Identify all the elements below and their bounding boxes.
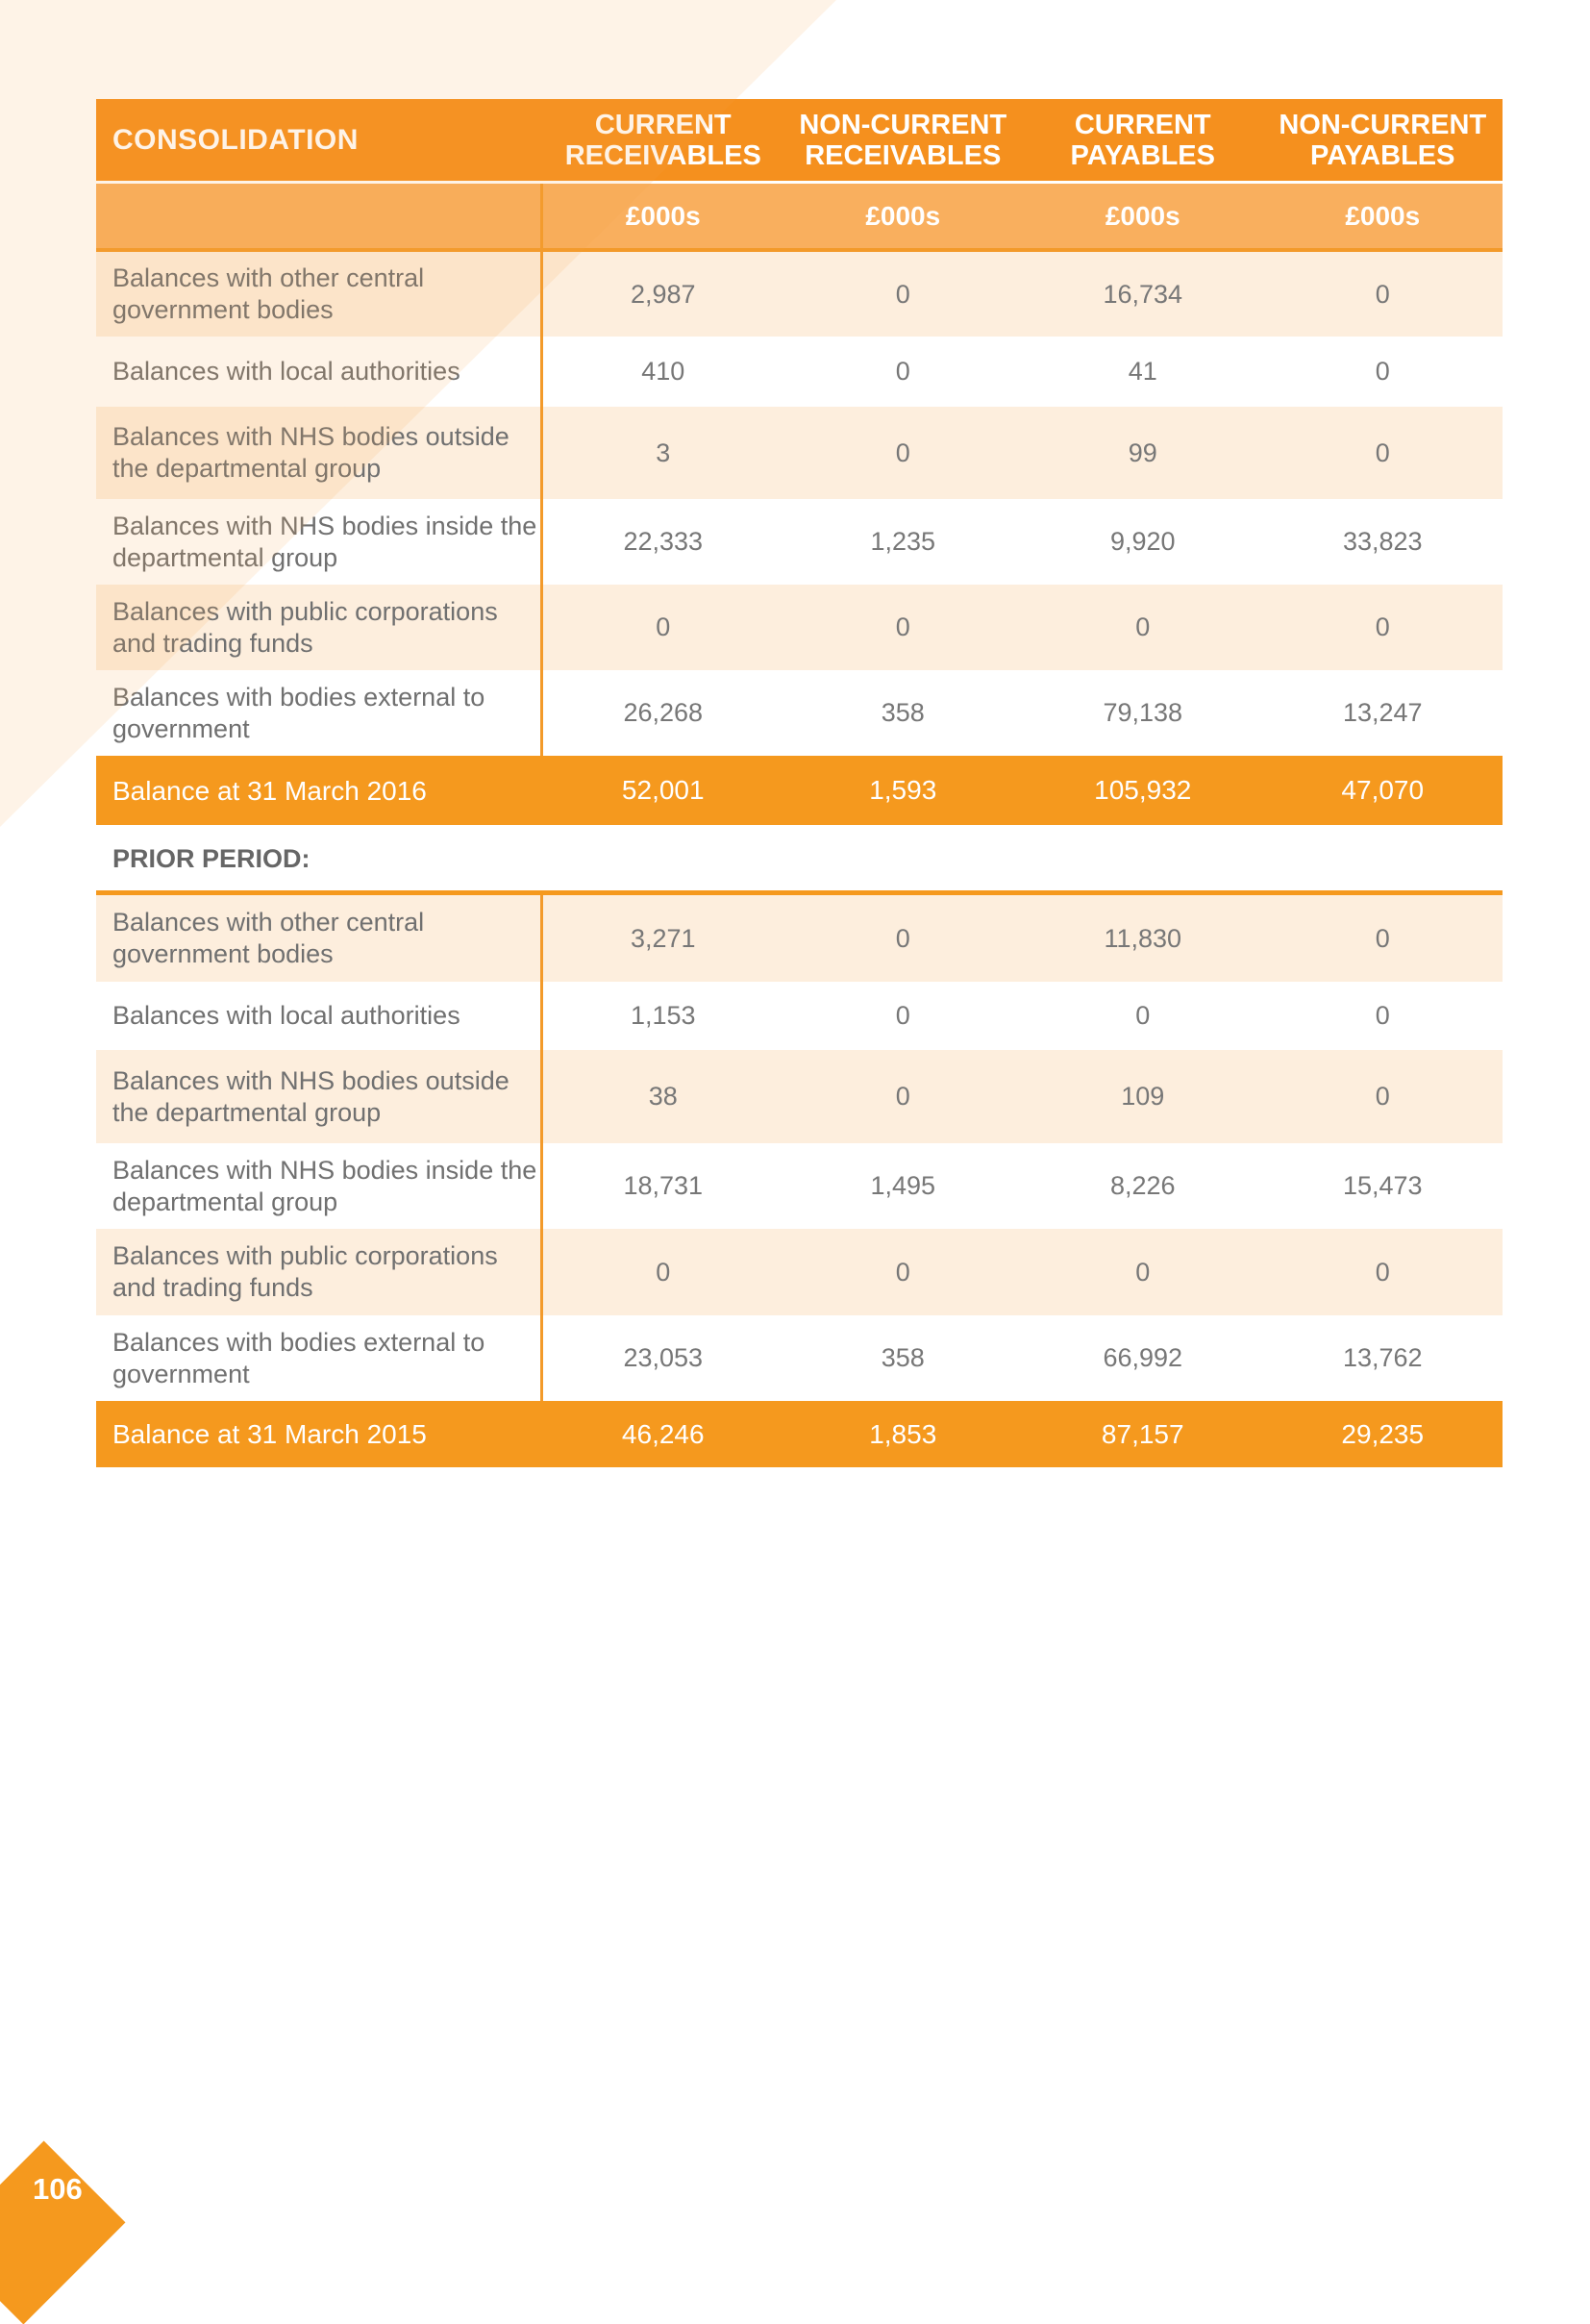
cell-value: 0 — [1135, 1257, 1151, 1287]
cell-value: 41 — [1128, 357, 1157, 386]
row-label: Balances with NHS bodies outside the departmental group — [96, 407, 543, 499]
cell-value: 1,153 — [630, 1001, 696, 1030]
cell-value: 0 — [1375, 1257, 1390, 1287]
row-label: Balances with local authorities — [96, 337, 543, 407]
unit-blank — [96, 184, 543, 248]
row-label: Balances with other central government bodies — [96, 895, 543, 982]
table-row — [96, 1315, 1503, 1401]
total-value: 46,246 — [621, 1418, 705, 1449]
cell-value: 0 — [1375, 1001, 1390, 1030]
cell-value: 8,226 — [1109, 1171, 1176, 1200]
row-label: Balances with public corporations and trading funds — [96, 585, 543, 670]
table-row — [96, 499, 1503, 585]
cell-value: 1,495 — [870, 1171, 936, 1200]
cell-value: 0 — [895, 1257, 910, 1287]
row-label: Balances with bodies external to government — [96, 670, 543, 756]
table-row — [96, 895, 1503, 982]
total-row — [96, 756, 1503, 825]
cell-value: 0 — [895, 1082, 910, 1111]
cell-value: 13,247 — [1342, 698, 1423, 727]
table-row — [96, 1143, 1503, 1229]
total-value: 29,235 — [1341, 1418, 1425, 1449]
unit: £000s — [1345, 200, 1421, 231]
unit: £000s — [865, 200, 941, 231]
page-number-tab — [0, 2141, 125, 2324]
cell-value: 109 — [1121, 1082, 1165, 1111]
col-header: NON-CURRENT PAYABLES — [1279, 109, 1487, 171]
cell-value: 0 — [1375, 1082, 1390, 1111]
cell-value: 0 — [895, 437, 910, 467]
total-label: Balance at 31 March 2015 — [112, 1419, 427, 1449]
row-label: Balances with NHS bodies outside the departmental group — [96, 1050, 543, 1143]
row-label: Balances with bodies external to government — [96, 1315, 543, 1401]
cell-value: 3,271 — [630, 923, 696, 953]
total-value: 1,853 — [869, 1418, 937, 1449]
col-header: CURRENT RECEIVABLES — [564, 109, 761, 171]
row-label: Balances with other central government bodies — [96, 252, 543, 337]
cell-value: 0 — [895, 279, 910, 309]
table-row — [96, 1050, 1503, 1143]
row-label: Balances with local authorities — [96, 982, 543, 1050]
cell-value: 2,987 — [630, 279, 696, 309]
prior-period-label: PRIOR PERIOD: — [112, 844, 311, 873]
table-row — [96, 585, 1503, 670]
cell-value: 0 — [1375, 437, 1390, 467]
cell-value: 358 — [881, 698, 925, 727]
table-row — [96, 252, 1503, 337]
total-row — [96, 1401, 1503, 1467]
row-label: Balances with public corporations and trading funds — [96, 1229, 543, 1315]
table-row — [96, 337, 1503, 407]
unit: £000s — [1105, 200, 1180, 231]
cell-value: 15,473 — [1342, 1171, 1423, 1200]
cell-value: 0 — [1135, 1001, 1151, 1030]
row-label: Balances with NHS bodies inside the departmental group — [96, 1143, 543, 1229]
cell-value: 3 — [656, 437, 671, 467]
cell-value: 18,731 — [623, 1171, 704, 1200]
cell-value: 11,830 — [1104, 923, 1182, 953]
cell-value: 38 — [648, 1082, 678, 1111]
table-row — [96, 670, 1503, 756]
cell-value: 33,823 — [1342, 527, 1423, 556]
cell-value: 0 — [895, 923, 910, 953]
col-header: CURRENT PAYABLES — [1070, 109, 1215, 171]
unit: £000s — [625, 200, 701, 231]
cell-value: 0 — [1135, 612, 1151, 641]
total-value: 1,593 — [869, 775, 937, 805]
cell-value: 0 — [656, 612, 671, 641]
cell-value: 99 — [1128, 437, 1157, 467]
cell-value: 0 — [1375, 357, 1390, 386]
cell-value: 26,268 — [623, 698, 704, 727]
cell-value: 9,920 — [1109, 527, 1176, 556]
cell-value: 23,053 — [623, 1343, 704, 1372]
total-value: 52,001 — [621, 775, 705, 805]
header-title: CONSOLIDATION — [112, 124, 359, 156]
cell-value: 16,734 — [1103, 279, 1183, 309]
unit-row — [96, 184, 1503, 252]
total-label: Balance at 31 March 2016 — [112, 775, 427, 806]
cell-value: 13,762 — [1342, 1343, 1423, 1372]
table-row — [96, 407, 1503, 499]
row-label: Balances with NHS bodies inside the departmental group — [96, 499, 543, 585]
cell-value: 1,235 — [870, 527, 936, 556]
total-value: 105,932 — [1094, 775, 1192, 805]
cell-value: 0 — [1375, 279, 1390, 309]
cell-value: 22,333 — [623, 527, 704, 556]
cell-value: 0 — [895, 612, 910, 641]
cell-value: 410 — [641, 357, 685, 386]
cell-value: 0 — [895, 1001, 910, 1030]
total-value: 47,070 — [1341, 775, 1425, 805]
cell-value: 0 — [895, 357, 910, 386]
header-row — [96, 99, 1503, 181]
cell-value: 0 — [656, 1257, 671, 1287]
page-number: 106 — [33, 2172, 83, 2206]
total-value: 87,157 — [1101, 1418, 1184, 1449]
cell-value: 0 — [1375, 612, 1390, 641]
cell-value: 0 — [1375, 923, 1390, 953]
cell-value: 79,138 — [1103, 698, 1183, 727]
table-row — [96, 1229, 1503, 1315]
table-row — [96, 982, 1503, 1050]
cell-value: 358 — [881, 1343, 925, 1372]
cell-value: 66,992 — [1103, 1343, 1183, 1372]
col-header: NON-CURRENT RECEIVABLES — [799, 109, 1007, 171]
